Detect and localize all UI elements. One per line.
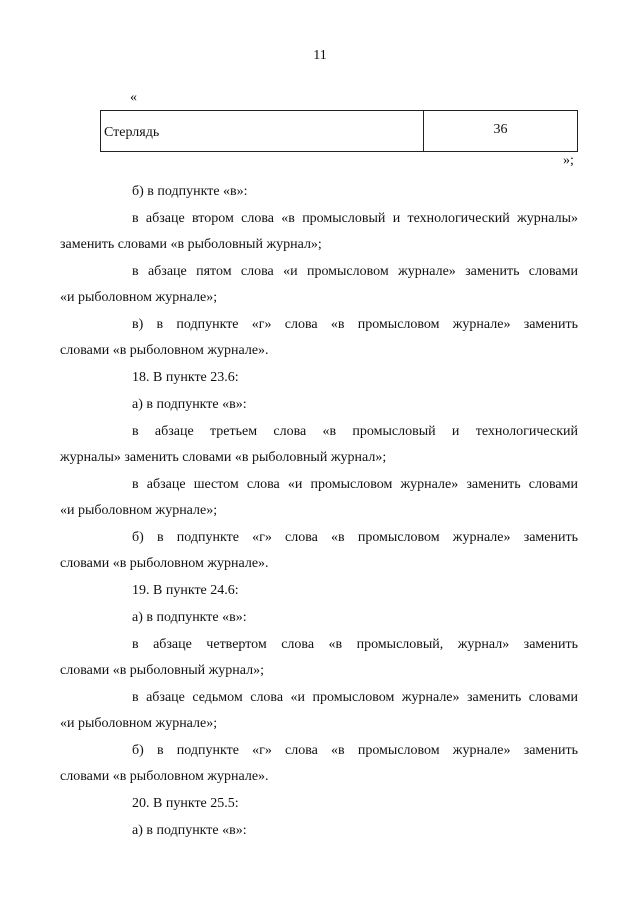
paragraph-line: б) в подпункте «г» слова «в промысловом журнале» заменить [132,743,578,758]
page-number: 11 [313,48,327,63]
paragraph-line: в абзаце пятом слова «и промысловом журнале» заменить словами [132,264,578,279]
paragraph [60,472,578,524]
paragraph-line: в) в подпункте «г» слова «в промысловом журнале» заменить [132,317,578,332]
paragraph [60,419,578,471]
paragraph-line: заменить словами «в рыболовный журнал»; [60,237,322,252]
paragraph [96,179,578,205]
paragraph-line: в абзаце третьем слова «в промысловый и технологический [132,424,578,439]
paragraph [60,312,578,364]
amendment-text [60,179,578,844]
paragraph-line: «и рыболовном журнале»; [60,290,218,305]
paragraph-line: 20. В пункте 25.5: [132,796,239,811]
paragraph-line: в абзаце шестом слова «и промысловом журнале» заменить словами [132,477,578,492]
paragraph [60,206,578,258]
table-cell-name: Стерлядь [101,111,424,151]
paragraph-line: словами «в рыболовном журнале». [60,769,269,784]
paragraph-line: в абзаце седьмом слова «и промысловом журнале» заменить словами [132,690,578,705]
table-cell-value: 36 [493,122,508,137]
opening-quote-mark: « [130,90,137,105]
paragraph [96,818,578,844]
paragraph-line: словами «в рыболовном журнале». [60,556,269,571]
paragraph [96,791,578,817]
paragraph-line: журналы» заменить словами «в рыболовный журнал»; [60,450,387,465]
paragraph-line: а) в подпункте «в»: [132,610,247,625]
paragraph [60,525,578,577]
paragraph-line: в абзаце втором слова «в промысловый и технологический журналы» [132,211,578,226]
fish-table [100,110,578,152]
paragraph-line: а) в подпункте «в»: [132,397,247,412]
paragraph [60,259,578,311]
paragraph-line: 19. В пункте 24.6: [132,583,239,598]
paragraph-line: «и рыболовном журнале»; [60,716,218,731]
paragraph-line: «и рыболовном журнале»; [60,503,218,518]
paragraph-line: словами «в рыболовном журнале». [60,343,269,358]
paragraph [96,578,578,604]
paragraph [60,738,578,790]
paragraph-line: б) в подпункте «г» слова «в промысловом журнале» заменить [132,530,578,545]
paragraph [96,392,578,418]
paragraph-line: 18. В пункте 23.6: [132,370,239,385]
paragraph [96,365,578,391]
paragraph-line: в абзаце четвертом слова «в промысловый, журнал» заменить [132,637,578,652]
paragraph-line: б) в подпункте «в»: [132,184,248,199]
paragraph [96,605,578,631]
paragraph-line: а) в подпункте «в»: [132,823,247,838]
paragraph-line: словами «в рыболовный журнал»; [60,663,265,678]
paragraph [60,685,578,737]
closing-quote-mark: »; [563,153,574,168]
paragraph [60,632,578,684]
